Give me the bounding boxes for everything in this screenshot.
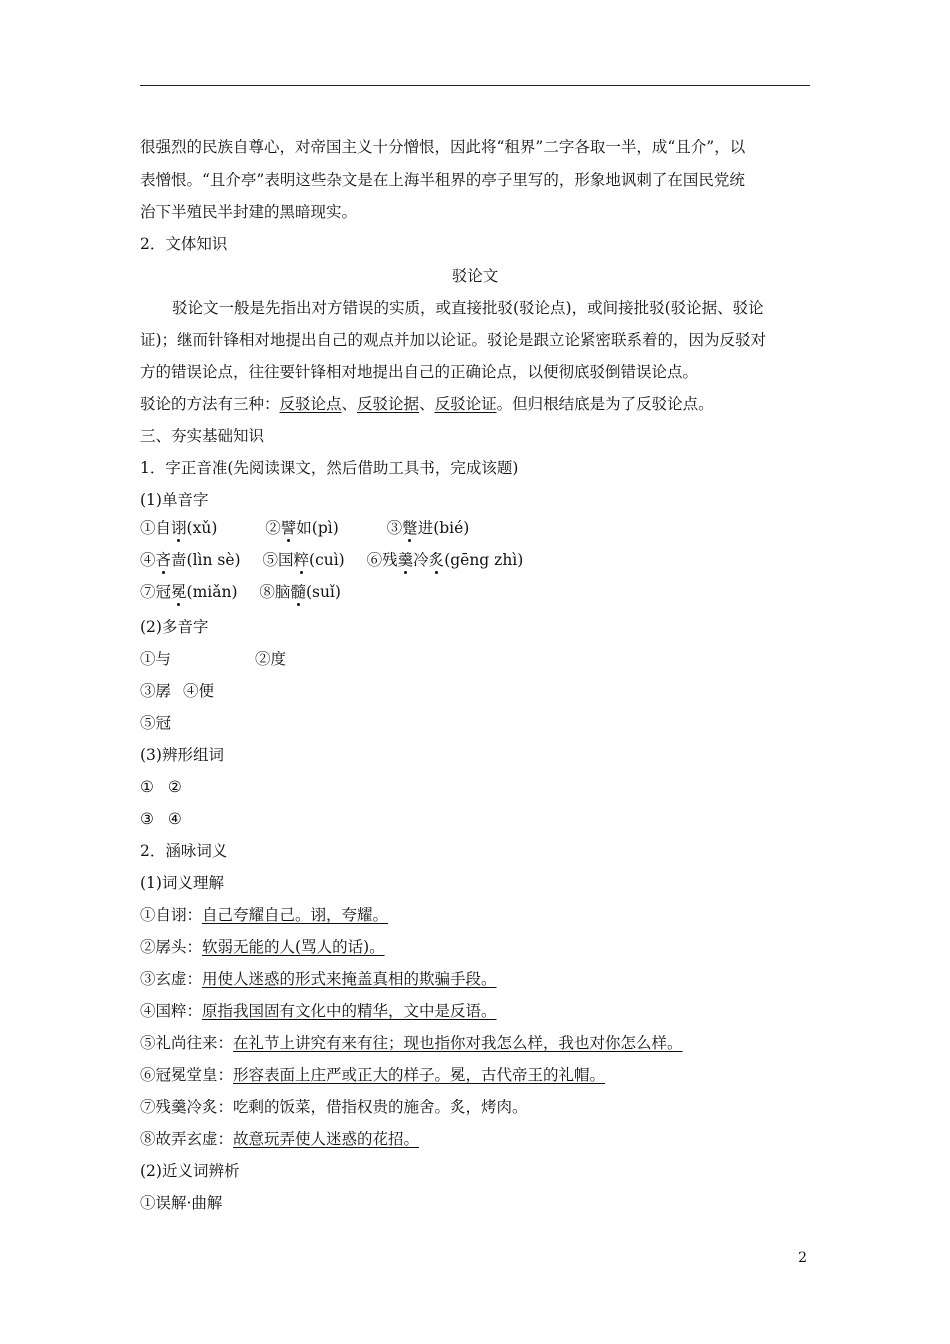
shape-words-row (140, 777, 182, 797)
meaning-item (140, 1001, 497, 1021)
definition: 软弱无能的人(骂人的话)。 (202, 938, 385, 956)
item: ④便 (183, 682, 215, 700)
methods-prefix: 驳论的方法有三种： (140, 395, 280, 413)
item: ②度 (255, 650, 287, 668)
method-1: 反驳论点 (279, 395, 342, 413)
item-char: 如 (296, 519, 312, 537)
term: ②孱头： (140, 938, 203, 956)
method-3: 反驳论证 (434, 395, 497, 413)
item-num: ⑧ (259, 583, 275, 601)
item-char: 啬 (171, 551, 187, 569)
definition: 吃剩的饭菜，借指权贵的施舍。炙，烤肉。 (233, 1098, 528, 1116)
single-sound-row (140, 518, 469, 538)
methods-sep-2: 、 (419, 395, 435, 413)
synonym-item: ①误解·曲解 (140, 1194, 223, 1212)
definition: 用使人迷惑的形式来掩盖真相的欺骗手段。 (202, 970, 497, 988)
shape-words-heading: (3)辨形组词 (140, 746, 224, 764)
item: ③孱 (140, 682, 172, 700)
question-2-heading: 2．涵咏词义 (140, 842, 228, 860)
term: ⑤礼尚往来： (140, 1034, 234, 1052)
item: ③ (140, 810, 154, 828)
item: ⑤冠 (140, 714, 172, 732)
genre-title: 驳论文 (451, 267, 499, 285)
item: ④ (167, 810, 182, 828)
meaning-item (140, 1065, 605, 1085)
item-num: ④ (140, 551, 156, 569)
intro-line-3: 治下半殖民半封建的黑暗现实。 (140, 203, 358, 221)
pinyin: (pì) (311, 519, 339, 537)
pinyin: (cuì) (309, 551, 345, 569)
item: ①与 (140, 650, 172, 668)
question-1-heading: 1．字正音准(先阅读课文，然后借助工具书，完成该题) (140, 459, 519, 477)
definition: 在礼节上讲究有来有往；现也指你对我怎么样，我也对你怎么样。 (233, 1034, 683, 1052)
pinyin: (suǐ) (305, 583, 341, 601)
dotted-char: 髓 (290, 583, 306, 601)
item-char: 残 (382, 551, 398, 569)
definition: 自己夸耀自己。诩，夸耀。 (202, 906, 389, 924)
item-char: 冷 (413, 551, 429, 569)
genre-para-line-1: 驳论文一般是先指出对方错误的实质，或直接批驳(驳论点)，或间接批驳(驳论据、驳论 (172, 299, 764, 317)
dotted-char: 譬 (280, 519, 297, 537)
shape-words-row (140, 809, 182, 829)
pinyin: (xǔ) (186, 519, 218, 537)
item-char: 自 (155, 519, 172, 537)
meaning-item (140, 937, 385, 957)
single-sound-row (140, 582, 341, 602)
item-num: ③ (386, 519, 403, 537)
dotted-char: 蹩 (402, 519, 418, 537)
methods-line (140, 394, 714, 414)
item-char: 脑 (274, 583, 291, 601)
meaning-heading: (1)词义理解 (140, 874, 224, 892)
definition: 故意玩弄使人迷惑的花招。 (233, 1130, 420, 1148)
multi-sound-row (140, 713, 171, 733)
intro-line-2: 表憎恨。“且介亭”表明这些杂文是在上海半租界的亭子里写的，形象地讽刺了在国民党统 (140, 171, 745, 189)
item-char: 国 (277, 551, 294, 569)
item: ① (140, 778, 154, 796)
dotted-char: 炙 (428, 551, 445, 569)
methods-suffix: 。但归根结底是为了反驳论点。 (496, 395, 714, 413)
term: ⑦残羹冷炙： (140, 1098, 234, 1116)
item-num: ② (265, 519, 281, 537)
header-rule (140, 85, 810, 86)
single-sound-row (140, 550, 523, 570)
dotted-char: 诩 (171, 519, 187, 537)
item-char: 进 (417, 519, 434, 537)
part-three-heading: 三、夯实基础知识 (140, 427, 265, 445)
item: ② (167, 778, 182, 796)
pinyin: (lìn sè) (186, 551, 241, 569)
meaning-item (140, 1097, 528, 1117)
item-char: 冠 (155, 583, 172, 601)
item-num: ① (140, 519, 156, 537)
genre-para-line-2: 证)；继而针锋相对地提出自己的观点并加以论证。驳论是跟立论紧密联系着的，因为反驳对 (140, 331, 767, 349)
multi-sound-row (140, 649, 286, 669)
dotted-char: 羹 (397, 551, 414, 569)
definition: 原指我国固有文化中的精华，文中是反语。 (202, 1002, 497, 1020)
methods-sep-1: 、 (341, 395, 358, 413)
meaning-item (140, 1033, 683, 1053)
genre-para-line-3: 方的错误论点，往往要针锋相对地提出自己的正确论点，以便彻底驳倒错误论点。 (140, 363, 699, 381)
method-2: 反驳论据 (357, 395, 420, 413)
single-sound-heading: (1)单音字 (140, 491, 209, 509)
item-num: ⑥ (366, 551, 383, 569)
dotted-char: 冕 (171, 583, 187, 601)
term: ⑥冠冕堂皇： (140, 1066, 234, 1084)
item-num: ⑦ (140, 583, 156, 601)
term: ①自诩： (140, 906, 203, 924)
multi-sound-row (140, 681, 214, 701)
term: ④国粹： (140, 1002, 203, 1020)
definition: 形容表面上庄严或正大的样子。冕，古代帝王的礼帽。 (233, 1066, 606, 1084)
meaning-item (140, 1129, 419, 1149)
page-number: 2 (798, 1250, 807, 1266)
term: ③玄虚： (140, 970, 203, 988)
intro-line-1: 很强烈的民族自尊心，对帝国主义十分憎恨，因此将“租界”二字各取一半，成“且介”，以 (140, 138, 746, 156)
pinyin: (miǎn) (186, 583, 238, 601)
multi-sound-heading: (2)多音字 (140, 618, 209, 636)
meaning-item (140, 905, 388, 925)
term: ⑧故弄玄虚： (140, 1130, 234, 1148)
item-num: ⑤ (262, 551, 278, 569)
pinyin: (bié) (433, 519, 470, 537)
pinyin: (gēng zhì) (444, 551, 524, 569)
dotted-char: 粹 (293, 551, 310, 569)
section-heading-genre: 2．文体知识 (140, 235, 228, 253)
synonym-heading: (2)近义词辨析 (140, 1162, 240, 1180)
meaning-item (140, 969, 497, 989)
dotted-char: 吝 (155, 551, 172, 569)
